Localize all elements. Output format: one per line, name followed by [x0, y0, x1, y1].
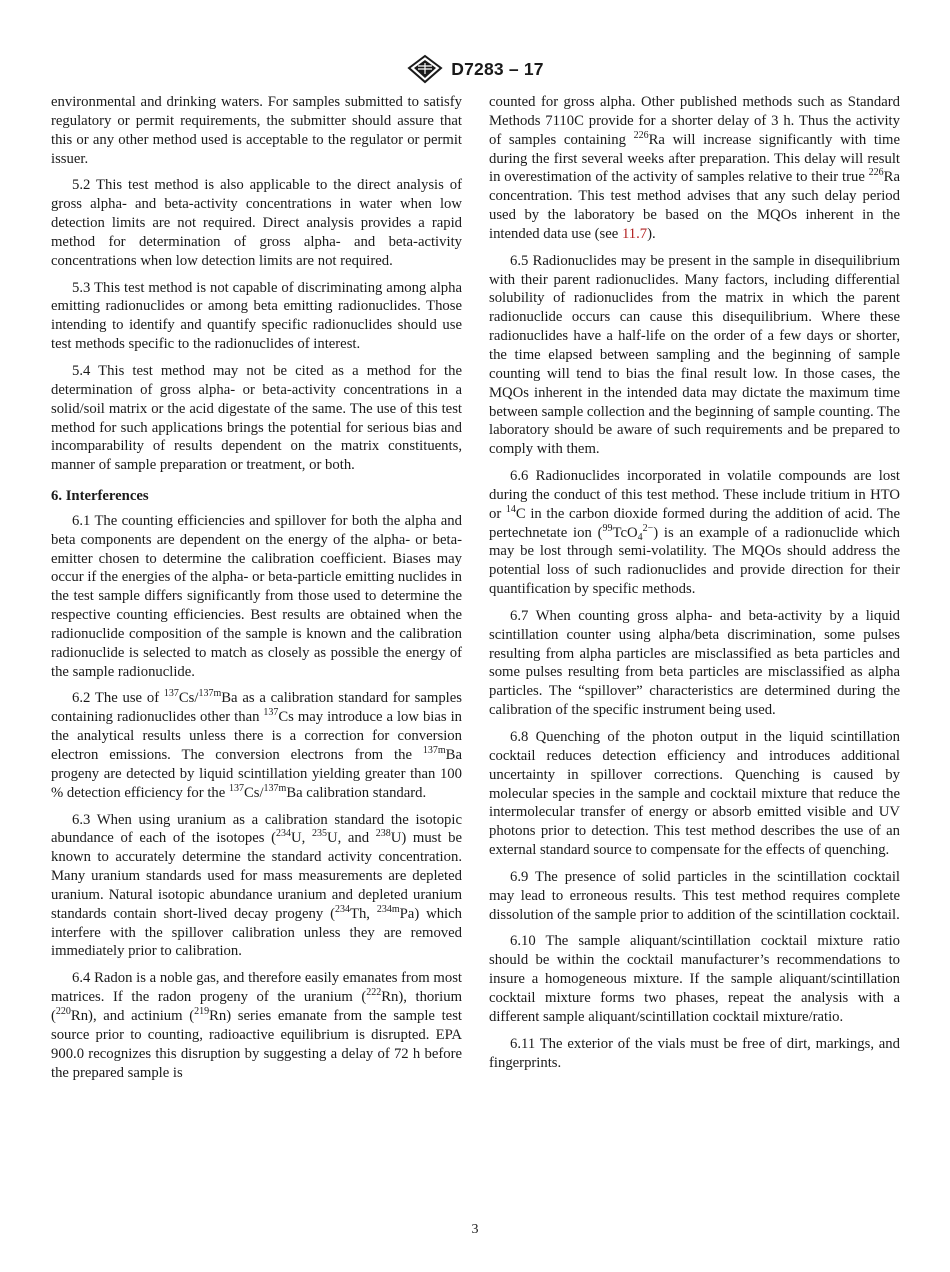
paragraph-5-3: 5.3 This test method is not capable of discriminating among alpha emitting radionuclides or among beta emitting radionuclides. Those intending to identify and quantify specific radionuclides should use test methods specific to the radionuclides of interest. — [51, 279, 462, 353]
paragraph-6-4: 6.4 Radon is a noble gas, and therefore easily emanates from most matrices. If the radon progeny of the uranium ($^{222}$Rn), thorium ($^{220}$Rn), and actinium ($^{219}$Rn) series emanate from the sample test source prior to counting, radioactive equilibrium is disrupted. EPA 900.0 recognizes this disruption by suggesting a delay of 72 h before the prepared sample is — [51, 970, 463, 1081]
paragraph-5-4: 5.4 This test method may not be cited as a method for the determination of gross alpha- or beta-activity concentrations in a solid/soil matrix or the acid digestate of the same. The use of this test method for such applications brings the potential for serious bias and incomparability of results dependent on the matrix constituents, manner of sample preparation or treatment, or both. — [51, 362, 462, 474]
paragraph-6-2: 6.2 The use of $^{137}$Cs/$^{137m}$Ba as a calibration standard for samples containing radionuclides other than $^{137}$Cs may introduce a low bias in the analytical results unless there is a correction for conversion electron emissions. The conversion electrons from the $^{137m}$Ba progeny are detected by liquid scintillation yielding greater than 100 % detection efficiency for the $^{137}$Cs/$^{137m}$Ba calibration standard. — [51, 688, 463, 801]
paragraph-6-4-continued: counted for gross alpha. Other published methods such as Standard Methods 7110C provide for a shorter delay of 3 h. Thus the activity of samples containing $^{226}$Ra will increase significantly with time during the first several weeks after preparation. This delay will result in overestimation of the activity of samples relative to their true $^{226}$Ra concentration. This test method advises that any such delay period used by the laboratory be based on the MQOs inherent in the intended data use (see 11.7). — [489, 94, 900, 242]
astm-logo-icon — [406, 54, 444, 84]
paragraph-6-7: 6.7 When counting gross alpha- and beta-activity by a liquid scintillation counter using alpha/beta discrimination, some pulses resulting from alpha particles are misclassified as beta particles and some pulses resulting from beta particles are misclassified as alpha particles. The “spillover” characteristics are determined during the calibration of the specific instrument being used. — [489, 607, 900, 719]
paragraph-6-11: 6.11 The exterior of the vials must be free of dirt, markings, and fingerprints. — [489, 1035, 900, 1071]
page-number: 3 — [471, 1222, 479, 1237]
paragraph-6-6: 6.6 Radionuclides incorporated in volatile compounds are lost during the conduct of this test method. These include tritium in HTO or $^{14}$C in the carbon dioxide formed during the addition of acid. The pertechnetate ion ($^{99}$TcO$_4^{2-}$) is an example of a radionuclide which may be lost through semi-volatility. The MQOs should address the potential loss of such radionuclides and provide direction for their quantification by specific methods. — [489, 468, 900, 598]
paragraph-6-1: 6.1 The counting efficiencies and spillover for both the alpha and beta components are dependent on the energy of the alpha- or beta-emitter chosen to determine the calibration coefficient. Biases may occur if the energies of the alpha- or beta-particle emitting nuclides in the test sample differs significantly from those used to determine the respective counting efficiencies. Best results are obtained when the radionuclide composition of the sample is known and the calibration radionuclide is selected to match as closely as possible the energy of the sample radionuclide. — [51, 512, 462, 680]
section-heading-interferences: 6. Interferences — [51, 488, 149, 505]
section-reference-link[interactable]: 11.7 — [621, 225, 648, 242]
paragraph-6-9: 6.9 The presence of solid particles in the scintillation cocktail may lead to erroneous results. This test method requires complete dissolution of the sample prior to addition of the scintillation cocktail. — [489, 868, 900, 923]
paragraph-5-2: 5.2 This test method is also applicable to the direct analysis of gross alpha- and beta-activity concentrations in water when low detection limits are not required. Direct analysis provides a rapid method for determination of gross alpha- and beta-activity concentrations when low detection limits are not required. — [51, 177, 462, 269]
standard-designation: D7283 – 17 — [451, 58, 544, 79]
paragraph-6-3: 6.3 When using uranium as a calibration standard the isotopic abundance of each of the isotopes ($^{234}$U, $^{235}$U, and $^{238}$U) must be known to accurately determine the standard activity concentration. Many uranium standards used for mass measurements are depleted uranium. Natural isotopic abundance uranium and depleted uranium standards contain short-lived decay progeny ($^{234}$Th, $^{234m}$Pa) which interfere with the spillover calibration unless they are removed immediately prior to calibration. — [51, 811, 462, 960]
left-column — [51, 93, 462, 1090]
page-header — [0, 54, 950, 84]
paragraph-6-10: 6.10 The sample aliquant/scintillation cocktail mixture ratio should be within the cocktail manufacturer’s recommendations to insure a homogeneous mixture. If the sample aliquant/scintillation cocktail mixture forms two phases, repeat the analysis with a different sample aliquant/scintillation cocktail mixture/ratio. — [489, 933, 900, 1025]
paragraph-5-1-continued: environmental and drinking waters. For samples submitted to satisfy regulatory or permit requirements, the submitter should assure that this or any other method used is acceptable to the regulator or permit issuer. — [51, 94, 462, 167]
paragraph-6-5: 6.5 Radionuclides may be present in the sample in disequilibrium with their parent radionuclides. Many factors, including differential solubility of radionuclides from the matrix in which the parent radionuclide occurs can cause this disequilibrium. Where these radionuclides have a half-life on the order of a few days or shorter, the time elapsed between sampling and the beginning of sample counting will tend to bias the final result low. In those cases, the MQOs inherent in the intended data may dictate the maximum time between sample collection and the beginning of sample counting. The laboratory should be aware of such requirements and be prepared to comply with them. — [489, 252, 900, 458]
paragraph-6-8: 6.8 Quenching of the photon output in the liquid scintillation cocktail reduces detection efficiency and introduces additional uncertainty in spillover corrections. Quenching is caused by molecular species in the sample and cocktail mixture that reduce the intermolecular transfer of energy or absorb emitted visible and UV photons prior to detection. This test method describes the use of an external standard source to compensate for the effects of quenching. — [489, 729, 900, 859]
right-column — [489, 93, 900, 1080]
